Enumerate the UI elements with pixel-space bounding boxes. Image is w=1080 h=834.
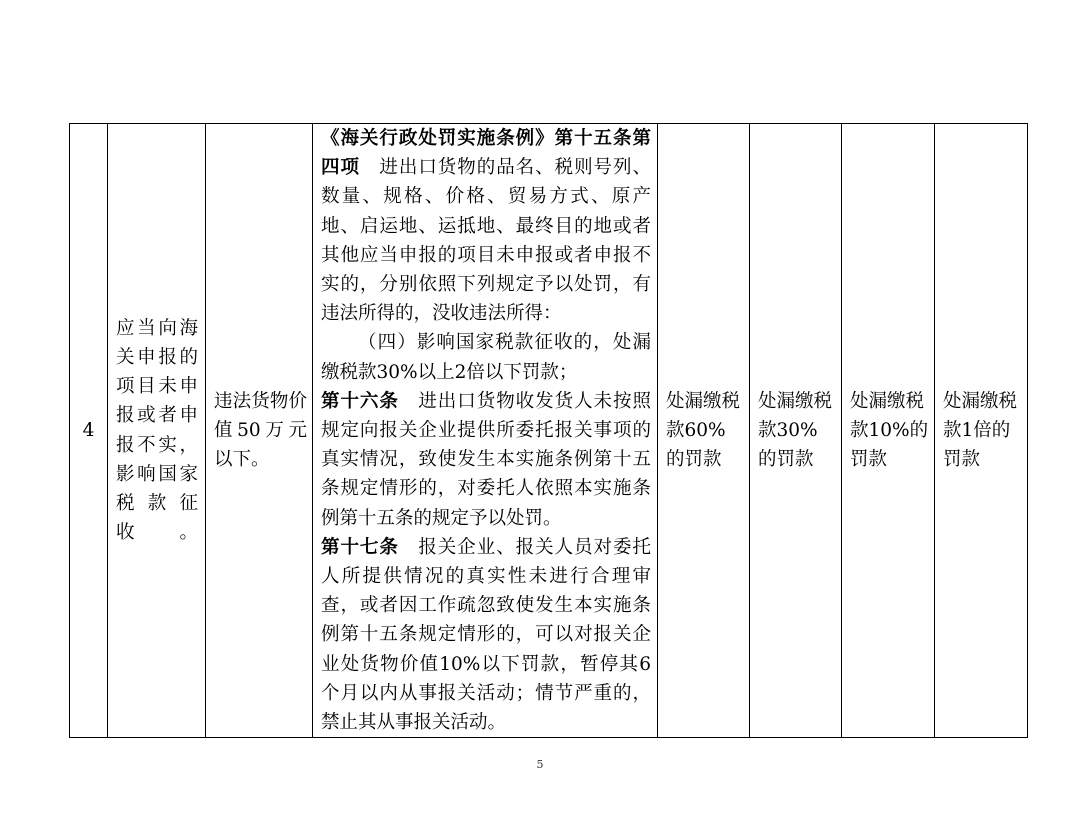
basis-article-heading: 第十七条 bbox=[321, 536, 399, 558]
penalty-standard-table bbox=[69, 123, 1028, 738]
violation-matter-text: 应当向海关申报的项目未申报或者申报不实，影响国家税款征收。 bbox=[116, 317, 198, 544]
basis-paragraph-4 bbox=[321, 533, 651, 737]
basis-article-text: 进出口货物的品名、税则号列、数量、规格、价格、贸易方式、原产地、启运地、运抵地、最终目的地或者其他应当申报的项目未申报或者申报不实的，分别依照下列规定予以处罚，有违法所得的，没收违法所得： bbox=[321, 157, 651, 325]
penalty-level-3-cell: 处漏缴税款10%的罚款 bbox=[842, 124, 935, 738]
basis-paragraph-3 bbox=[321, 387, 651, 533]
basis-article-text: 报关企业、报关人员对委托人所提供情况的真实性未进行合理审查，或者因工作疏忽致使发生本实施条例第十五条规定情形的，可以对报关企业处货物价值10%以下罚款，暂停其6个月以内从事报关活动；情节严重的，禁止其从事报关活动。 bbox=[321, 536, 651, 734]
legal-basis-cell bbox=[313, 124, 658, 738]
penalty-level-4-cell: 处漏缴税款1倍的罚款 bbox=[935, 124, 1028, 738]
basis-paragraph-1 bbox=[321, 124, 651, 328]
basis-item-text: （四）影响国家税款征收的，处漏缴税款30%以上2倍以下罚款； bbox=[321, 332, 651, 383]
row-number-cell: 4 bbox=[70, 124, 108, 738]
basis-article-text: 进出口货物收发货人未按照规定向报关企业提供所委托报关事项的真实情况，致使发生本实施条例第十五条规定情形的，对委托人依照本实施条例第十五条的规定予以处罚。 bbox=[321, 390, 651, 529]
violation-matter-cell bbox=[108, 124, 206, 738]
penalty-level-2-cell: 处漏缴税款30%的罚款 bbox=[750, 124, 842, 738]
value-condition-cell: 违法货物价值50万元以下。 bbox=[206, 124, 313, 738]
table-row bbox=[70, 124, 1028, 738]
basis-paragraph-2 bbox=[321, 328, 651, 386]
page-number: 5 bbox=[536, 758, 544, 771]
basis-article-heading: 《海关行政处罚实施条例》第十五条第四项 bbox=[321, 128, 651, 179]
basis-article-heading: 第十六条 bbox=[321, 390, 399, 412]
penalty-level-1-cell: 处漏缴税款60%的罚款 bbox=[658, 124, 750, 738]
